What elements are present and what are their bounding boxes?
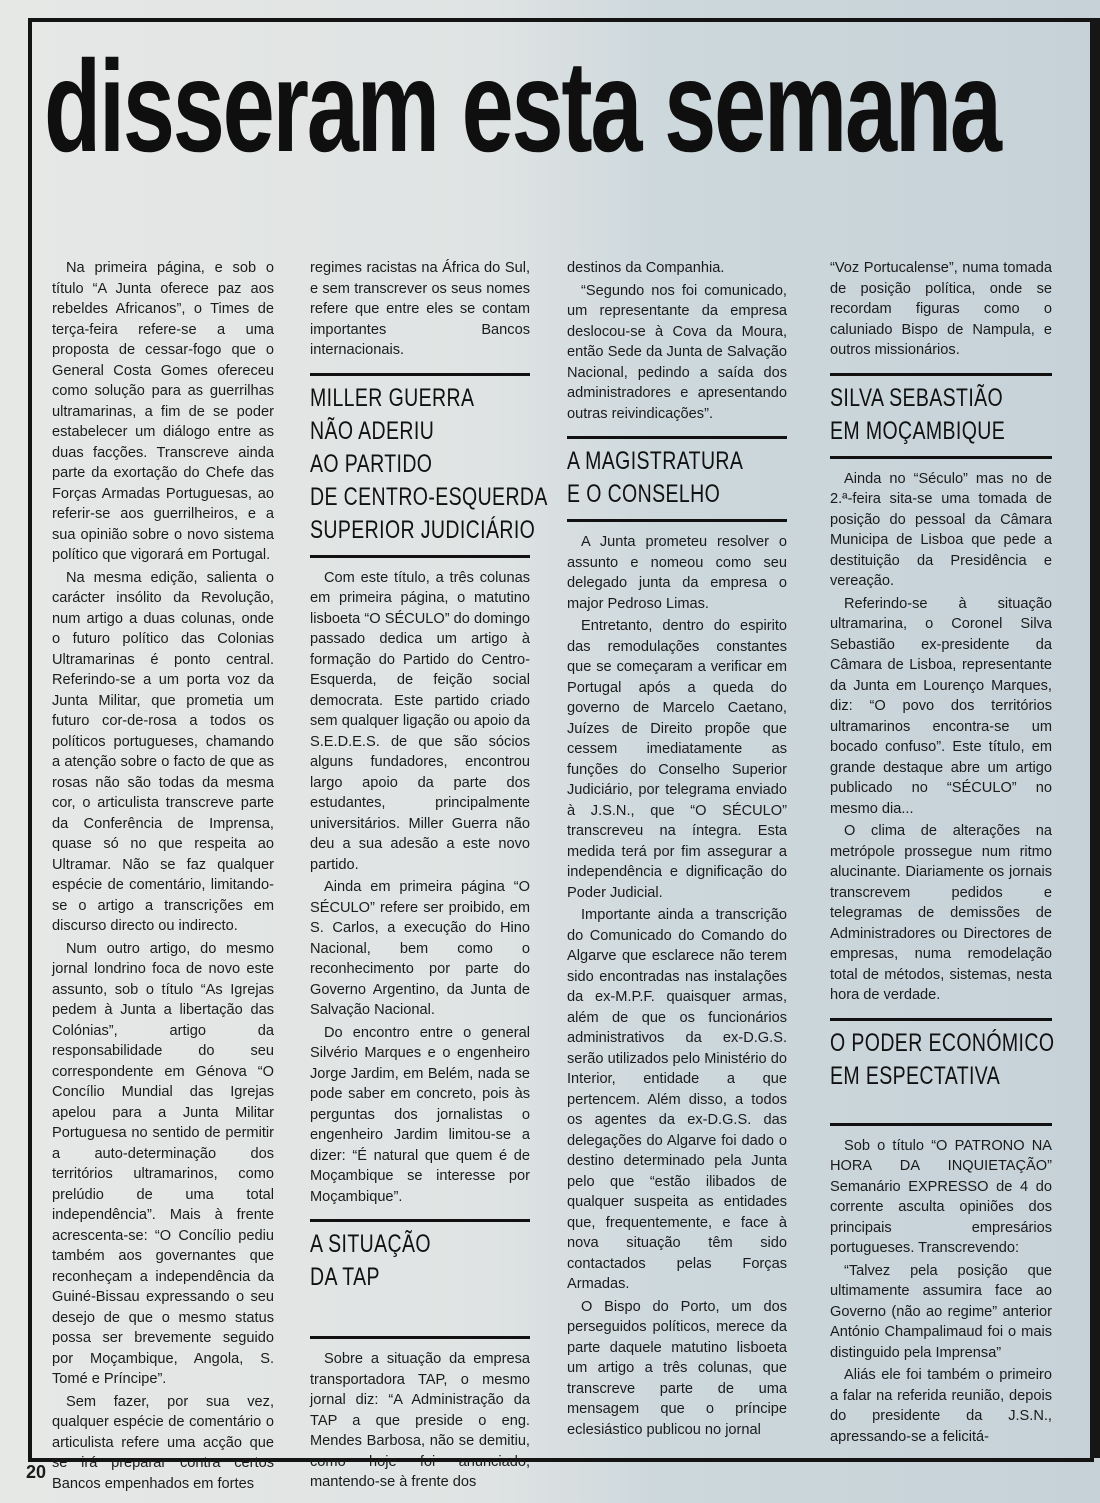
right-edge-bar <box>1090 18 1100 1458</box>
headline-line: EM MOÇAMBIQUE <box>830 416 1006 445</box>
paragraph: Sobre a situação da empresa transportadora TAP, o mesmo jornal diz: “A Administração da TAP a que preside o eng. Mendes Barbosa, não se demitiu, como hoje foi anunciado, mantendo-se à frente dos <box>310 1351 530 1490</box>
paragraph: Na primeira página, e sob o título “A Junta oferece paz aos rebeldes Africanos”, o Times de terça-feira refere-se a uma proposta de cessar-fogo que o General Costa Gomes ofereceu como solução para as guerrilhas ultramarinas, a fim de se poder estabelecer um diálogo entre as duas facções. Transcreve ainda parte da exortação do Chefe das Forças Armadas Portuguesas, ao referir-se aos guerrilheiros, e a sua opinião sobre o novo sistema político que vigorará em Portugal. <box>52 260 274 563</box>
headline-line: O PODER ECONÓMICO <box>830 1028 1055 1057</box>
paragraph: “Voz Portucalense”, numa tomada de posição política, onde se recordam figuras como o caluniado Bispo de Nampula, e outros missionários. <box>830 260 1052 358</box>
headline-line: NÃO ADERIU <box>310 416 435 445</box>
paragraph: Entretanto, dentro do espirito das remodulações constantes que se começaram a verificar em Portugal após a queda do governo de Marcelo Caetano, Juízes de Direito propõe que cessem imediatamente as funções do Conselho Superior Judiciário, por telegrama enviado à J.S.N., que “O SÉCULO” transcreveu na íntegra. Esta medida terá por fim assegurar a independência e dignificação do Poder Judicial. <box>567 618 787 901</box>
paragraph: Sem fazer, por sua vez, qualquer espécie de comentário o articulista refere uma acção que se irá preparar contra certos Bancos empenhados em fortes <box>52 1393 274 1492</box>
paragraph: A Junta prometeu resolver o assunto e nomeou como seu delegado junta da empresa o major Pedroso Limas. <box>567 534 787 612</box>
paragraph: Aliás ele foi também o primeiro a falar na referida reunião, depois do presidente da J.S.N., apressando-se a felicitá- <box>830 1367 1052 1445</box>
paragraph: Ainda em primeira página “O SÉCULO” refere ser proibido, em S. Carlos, a execução do Hino Nacional, bem como o reconhecimento por parte do Governo Argentino, da Junta de Salvação Nacional. <box>310 879 530 1018</box>
paragraph: regimes racistas na África do Sul, e sem transcrever os seus nomes refere que entre eles se contam importantes Bancos internacionais. <box>310 260 530 358</box>
headline-line: DA TAP <box>310 1263 380 1291</box>
paragraph: Sob o título “O PATRONO NA HORA DA INQUIETAÇÃO” Semanário EXPRESSO de 4 do corrente asculta opiniões dos principais empresários portugueses. Transcrevendo: <box>830 1137 1052 1256</box>
paragraph: Ainda no “Século” mas no de 2.ª-feira sita-se uma tomada de posição do pessoal da Câmara Municipa de Lisboa que pede a destituição da Presidência e vereação. <box>830 470 1052 589</box>
paragraph: Num outro artigo, do mesmo jornal londrino foca de novo este assunto, sob o título “As Igrejas pedem à Junta a libertação das Colónias”, artigo da responsabilidade do seu correspondente em Génova “O Concílio Mundial das Igrejas apelou para a Junta Militar Portuguesa no sentido de permitir a auto-determinação dos territórios ultramarinos, como prelúdio de uma total independência”. Mais à frente acrescenta-se: “O Concílio pediu também aos governantes que reconheçam a independência da Guiné-Bissau expressando o seu desejo de que o mesmo status possa ser brevemente seguido por Moçambique, Angola, S. Tomé e Príncipe”. <box>52 940 274 1387</box>
headline-line: A SITUAÇÃO <box>310 1230 431 1258</box>
paragraph: O Bispo do Porto, um dos perseguidos políticos, merece da parte daquele matutino lisboeta um artigo a três colunas, que transcreve parte de uma mensagem que o príncipe eclesiástico publicou no jornal <box>567 1298 787 1438</box>
paragraph: O clima de alterações na metrópole prossegue num ritmo alucinante. Diariamente os jornais transcrevem pedidos e telegramas de demissões de Administradores ou Directores de empresas, numa remodelação total de métodos, sistemas, nesta hora de verdade. <box>830 823 1052 1003</box>
column-4 <box>830 258 1055 1447</box>
headline-line: MILLER GUERRA <box>310 383 475 412</box>
paragraph: Na mesma edição, salienta o carácter insólito da Revolução, num artigo a duas colunas, onde o futuro político das Colonias Ultramarinas é ponto central. Referindo-se a um porta voz da Junta Militar, que prometia um futuro cor-de-rosa a todos os políticos portugueses, chamando a atenção sobre o facto de que as rosas não são todas da mesma cor, o articulista transcreve parte da Conferência de Imprensa, quase só no que respeita ao Ultramar. Não se faz qualquer espécie de comentário, limitando-se o artigo a transcrições em discurso directo ou indirecto. <box>52 569 274 934</box>
paragraph: “Talvez pela posição que ultimamente assumira face ao Governo (não ao regime” anterior António Champalimaud foi o mais distinguido pela Imprensa” <box>830 1262 1052 1361</box>
column-3 <box>567 258 787 1440</box>
headline-magistratura <box>567 436 787 522</box>
headline-line: SILVA SEBASTIÃO <box>830 383 1004 412</box>
page-title: disseram esta semana <box>44 33 1000 179</box>
headline-line: A MAGISTRATURA <box>567 447 744 475</box>
paragraph: Importante ainda a transcrição do Comunicado do Comando do Algarve que esclarece não terem sido encontradas nas instalações da ex-M.P.F. quaisquer armas, além de que os funcionários administrativos da ex-D.G.S. serão utilizados pelo Ministério do Interior, entidade a que pertencem. Além disso, a todos os agentes da ex-D.G.S. das delegações do Algarve foi dado o destino determinado pela Junta pelo que “estão ilibados de qualquer suspeita as entidades que, frequentemente, e face à nova situação têm sido contactados pelas Forças Armadas. <box>567 907 787 1292</box>
paragraph: “Segundo nos foi comunicado, um representante da empresa deslocou-se à Cova da Moura, então Sede da Junta de Salvação Nacional, pedindo a saída dos administradores e apresentando outras reivindicações”. <box>567 282 787 422</box>
column-1 <box>52 258 274 1494</box>
paragraph: Com este título, a três colunas em primeira página, o matutino lisboeta “O SÉCULO” do domingo passado dedica um artigo à formação do Partido do Centro-Esquerda, de feição social democrata. Este partido criado sem qualquer ligação ou apoio da S.E.D.E.S. de que são sócios alguns fundadores, encontrou largo apoio da parte dos estudantes, principalmente universitários. Miller Guerra não deu a sua adesão a este novo partido. <box>310 569 530 873</box>
paragraph: destinos da Companhia. <box>567 260 725 276</box>
headline-poder-economico <box>830 1018 1055 1126</box>
headline-line: AO PARTIDO <box>310 449 433 478</box>
headline-situacao-tap <box>310 1219 530 1339</box>
headline-miller-guerra <box>310 373 548 558</box>
headline-silva-sebastiao <box>830 373 1052 459</box>
headline-line: E O CONSELHO <box>567 480 721 508</box>
column-2 <box>310 258 548 1493</box>
paragraph: Referindo-se à situação ultramarina, o Coronel Silva Sebastião ex-presidente da Câmara de Lisboa, representante da Junta em Lourenço Marques, diz: “O povo dos territórios ultramarinos encontra-se um bocado confuso”. Este título, em grande destaque abre um artigo publicado no “SÉCULO” no mesmo dia... <box>830 595 1052 817</box>
headline-line: SUPERIOR JUDICIÁRIO <box>310 515 536 544</box>
headline-line: DE CENTRO-ESQUERDA <box>310 482 548 511</box>
paragraph: Do encontro entre o general Silvério Marques e o engenheiro Jorge Jardim, em Belém, nada se pode saber em concreto, pois às perguntas dos jornalistas o engenheiro Jardim limitou-se a dizer: “É natural que quem é de Moçambique se interesse por Moçambique”. <box>310 1024 530 1205</box>
page-number: 20 <box>26 1462 47 1482</box>
headline-line: EM ESPECTATIVA <box>830 1061 1001 1090</box>
